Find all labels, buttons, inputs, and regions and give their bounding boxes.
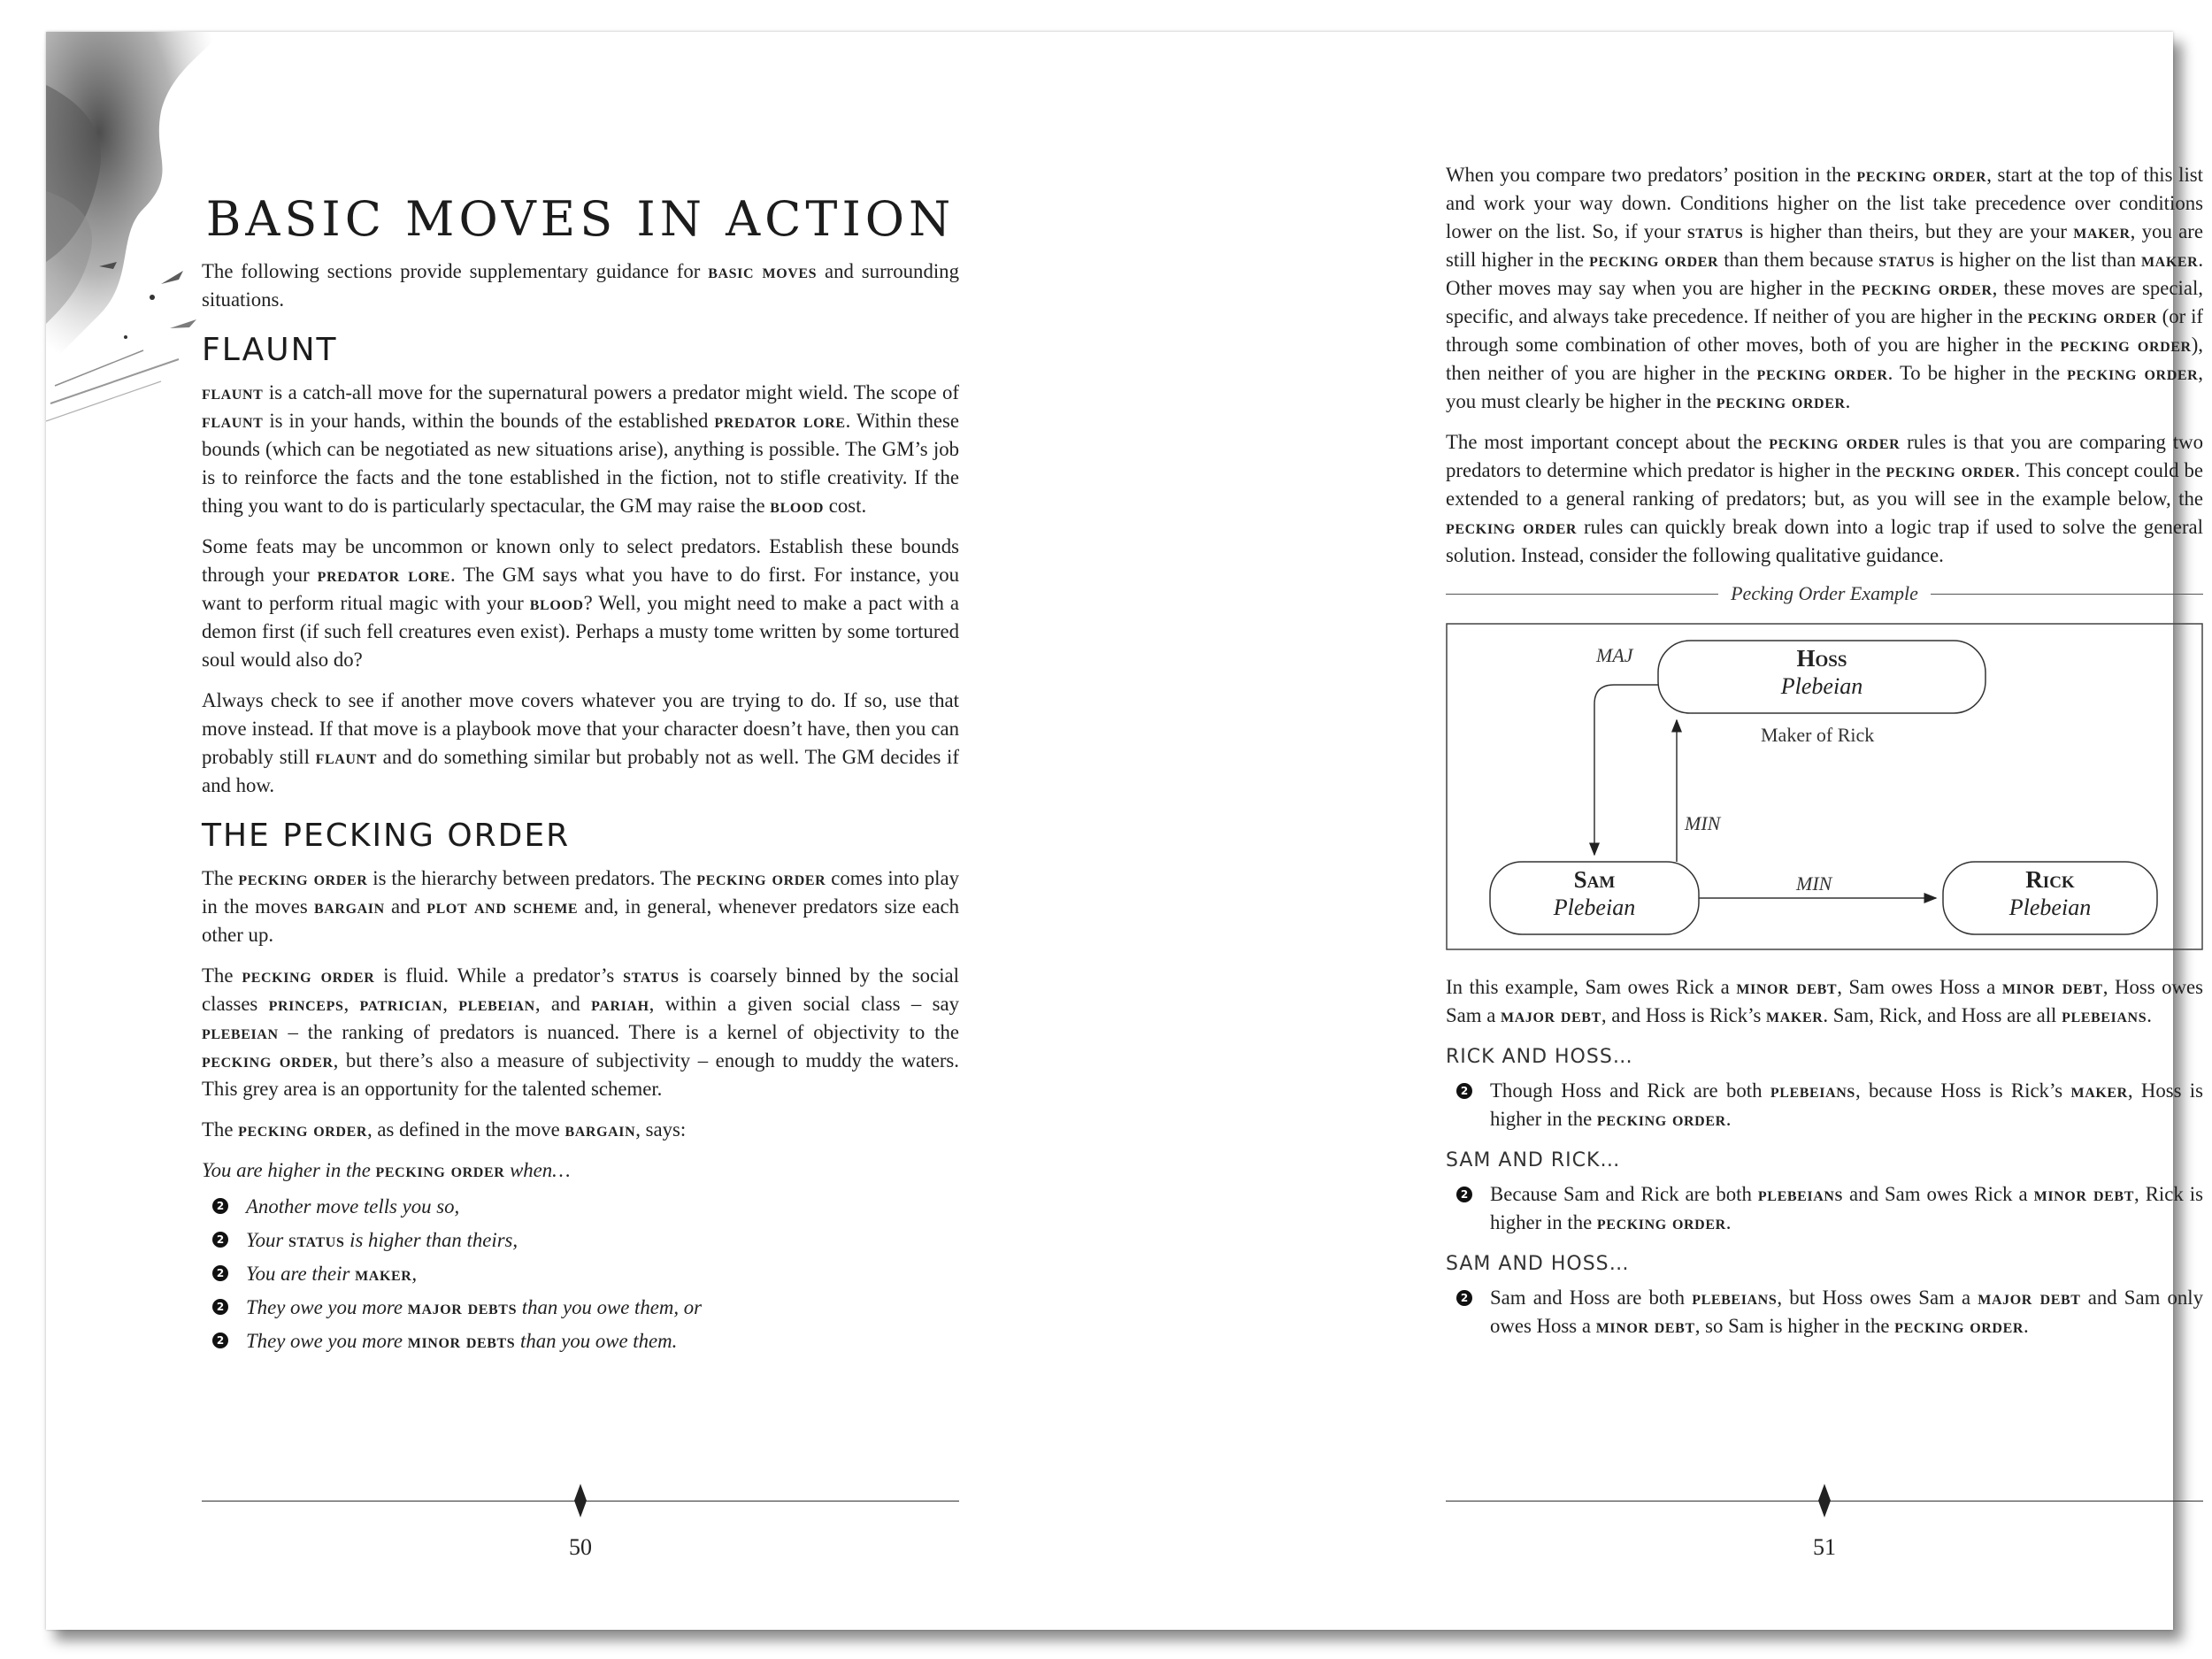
rick-and-hoss-heading: RICK AND HOSS… <box>1446 1046 1633 1068</box>
pecking-order-diagram <box>1446 623 2203 950</box>
left-page-footer <box>46 1448 1110 1560</box>
numbered-bullet-icon: 2 <box>1456 1187 1472 1202</box>
left-page-content <box>202 156 959 1367</box>
flaunt-paragraph-3: Always check to see if another move covers whatever you are trying to do. If so, use that move instead. If that move is a playbook move that your character doesn’t have, then you can probably still flaunt and do something similar but probably not as well. The GM decides if and how. <box>202 689 959 796</box>
list-item: 2 Another move tells you so, <box>202 1190 959 1224</box>
right-page-footer <box>1110 1448 2173 1560</box>
edge-label-min-up: MIN <box>1685 812 1721 834</box>
sam-and-hoss-item: 2 Sam and Hoss are both plebeians, but Hoss owes Sam a major debt and Sam only owes Hoss a minor debt, so Sam is higher in the pecking order. <box>1446 1284 2203 1340</box>
edge-label-maj: MAJ <box>1596 644 1633 666</box>
hoss-caption: Maker of Rick <box>1761 724 1875 746</box>
list-item: 2 They owe you more major debts than you owe them, or <box>202 1291 959 1325</box>
edge-label-min-right: MIN <box>1796 872 1832 895</box>
flaunt-paragraph-1: flaunt is a catch-all move for the supernatural powers a predator might wield. The scope of flaunt is in your hands, within the bounds of the established predator lore. Within these bounds (which can be negotiated as new situations arise), anything is possible. The GM’s job is to reinforce the facts and the tone established in the fiction, not to stifle creativity. If the thing you want to do is particularly spectacular, the GM may raise the blood cost. <box>202 381 959 517</box>
example-summary-paragraph: In this example, Sam owes Rick a minor debt, Sam owes Hoss a minor debt, Hoss owes Sam a major debt, and Hoss is Rick’s maker. Sam, Rick, and Hoss are all plebeians. <box>1446 976 2203 1026</box>
numbered-bullet-icon: 2 <box>212 1299 228 1315</box>
caption-rule-right <box>1931 594 2203 595</box>
numbered-bullet-icon: 2 <box>1456 1083 1472 1099</box>
example-caption: Pecking Order Example <box>1731 582 1918 604</box>
sam-and-rick-item: 2 Because Sam and Rick are both plebeians and Sam owes Rick a minor debt, Rick is higher in the pecking order. <box>1446 1180 2203 1237</box>
rick-and-hoss-item: 2 Though Hoss and Rick are both plebeians, because Hoss is Rick’s maker, Hoss is higher in the pecking order. <box>1446 1077 2203 1133</box>
list-intro: You are higher in the pecking order when… <box>202 1159 571 1181</box>
numbered-bullet-icon: 2 <box>212 1232 228 1248</box>
comparison-paragraph: When you compare two predators’ position in the pecking order, start at the top of this list and work your way down. Conditions higher on the list take precedence over conditions lower on the list. So, if your status is higher than theirs, but they are your maker, you are still higher in the pecking order than them because status is higher on the list than maker. Other moves may say when you are higher in the pecking order, these moves are special, specific, and always take precedence. If neither of you are higher in the pecking order (or if through some combination of other moves, both of you are higher in the pecking order), then neither of you are higher in the pecking order. To be higher in the pecking order, you must clearly be higher in the pecking order. <box>1446 164 2204 412</box>
numbered-bullet-icon: 2 <box>212 1198 228 1214</box>
concept-paragraph: The most important concept about the pecking order rules is that you are comparing two predators to determine which predator is higher in the pecking order. This concept could be extended to a general ranking of predators; but, as you will see in the example below, the pecking order rules can quickly break down into a logic trap if used to solve the general solution. Instead, consider the following qualitative guidance. <box>1446 431 2203 566</box>
book-spread <box>46 32 2204 1630</box>
pecking-paragraph-1: The pecking order is the hierarchy between predators. The pecking order comes into play in the moves bargain and plot and scheme and, in general, whenever predators size each other up. <box>202 867 960 946</box>
numbered-bullet-icon: 2 <box>1456 1290 1472 1306</box>
numbered-bullet-icon: 2 <box>212 1333 228 1348</box>
sam-and-hoss-heading: SAM AND HOSS… <box>1446 1253 1630 1275</box>
list-item: 2 Your status is higher than theirs, <box>202 1224 959 1257</box>
intro-paragraph: The following sections provide supplementary guidance for basic moves and surrounding situations. <box>202 260 959 311</box>
list-item: 2 You are their maker, <box>202 1257 959 1291</box>
rick-node-label: Rick Plebeian <box>2008 866 2092 920</box>
numbered-bullet-icon: 2 <box>212 1265 228 1281</box>
diamond-ornament-icon <box>1818 1484 1831 1517</box>
pecking-paragraph-2: The pecking order is fluid. While a predator’s status is coarsely binned by the social classes princeps, patrician, plebeian, and pariah, within a given social class – say plebeian – the ranking of predators is nuanced. There is a kernel of objectivity to the pecking order, but there’s also a measure of subjectivity – enough to muddy the waters. This grey area is an opportunity for the talented schemer. <box>202 964 959 1100</box>
flaunt-heading: FLAUNT <box>202 332 338 368</box>
pecking-conditions-list <box>202 1190 959 1358</box>
pecking-order-heading: THE PECKING ORDER <box>202 818 571 854</box>
page-number: 51 <box>1813 1534 1836 1560</box>
list-item: 2 They owe you more minor debts than you owe them. <box>202 1325 959 1358</box>
sam-and-rick-heading: SAM AND RICK… <box>1446 1149 1621 1171</box>
flaunt-paragraph-2: Some feats may be uncommon or known only to select predators. Establish these bounds through your predator lore. The GM says what you have to do first. For instance, you want to perform ritual magic with your blood? Well, you might need to make a pact with a demon first (if such fell creatures even exist). Perhaps a musty tome written by some tortured soul would also do? <box>202 535 959 671</box>
pecking-paragraph-3: The pecking order, as defined in the move bargain, says: <box>202 1118 687 1141</box>
right-page-content <box>1446 161 2203 1353</box>
example-caption-line <box>1446 582 2203 605</box>
caption-rule-left <box>1446 594 1718 595</box>
diamond-ornament-icon <box>574 1484 587 1517</box>
page-title: BASIC MOVES IN ACTION <box>205 191 956 247</box>
page-number: 50 <box>569 1534 592 1560</box>
hoss-node-label: Hoss Plebeian <box>1780 645 1863 699</box>
edge-maj-arrow <box>1594 685 1658 855</box>
sam-node-label: Sam Plebeian <box>1553 866 1636 920</box>
